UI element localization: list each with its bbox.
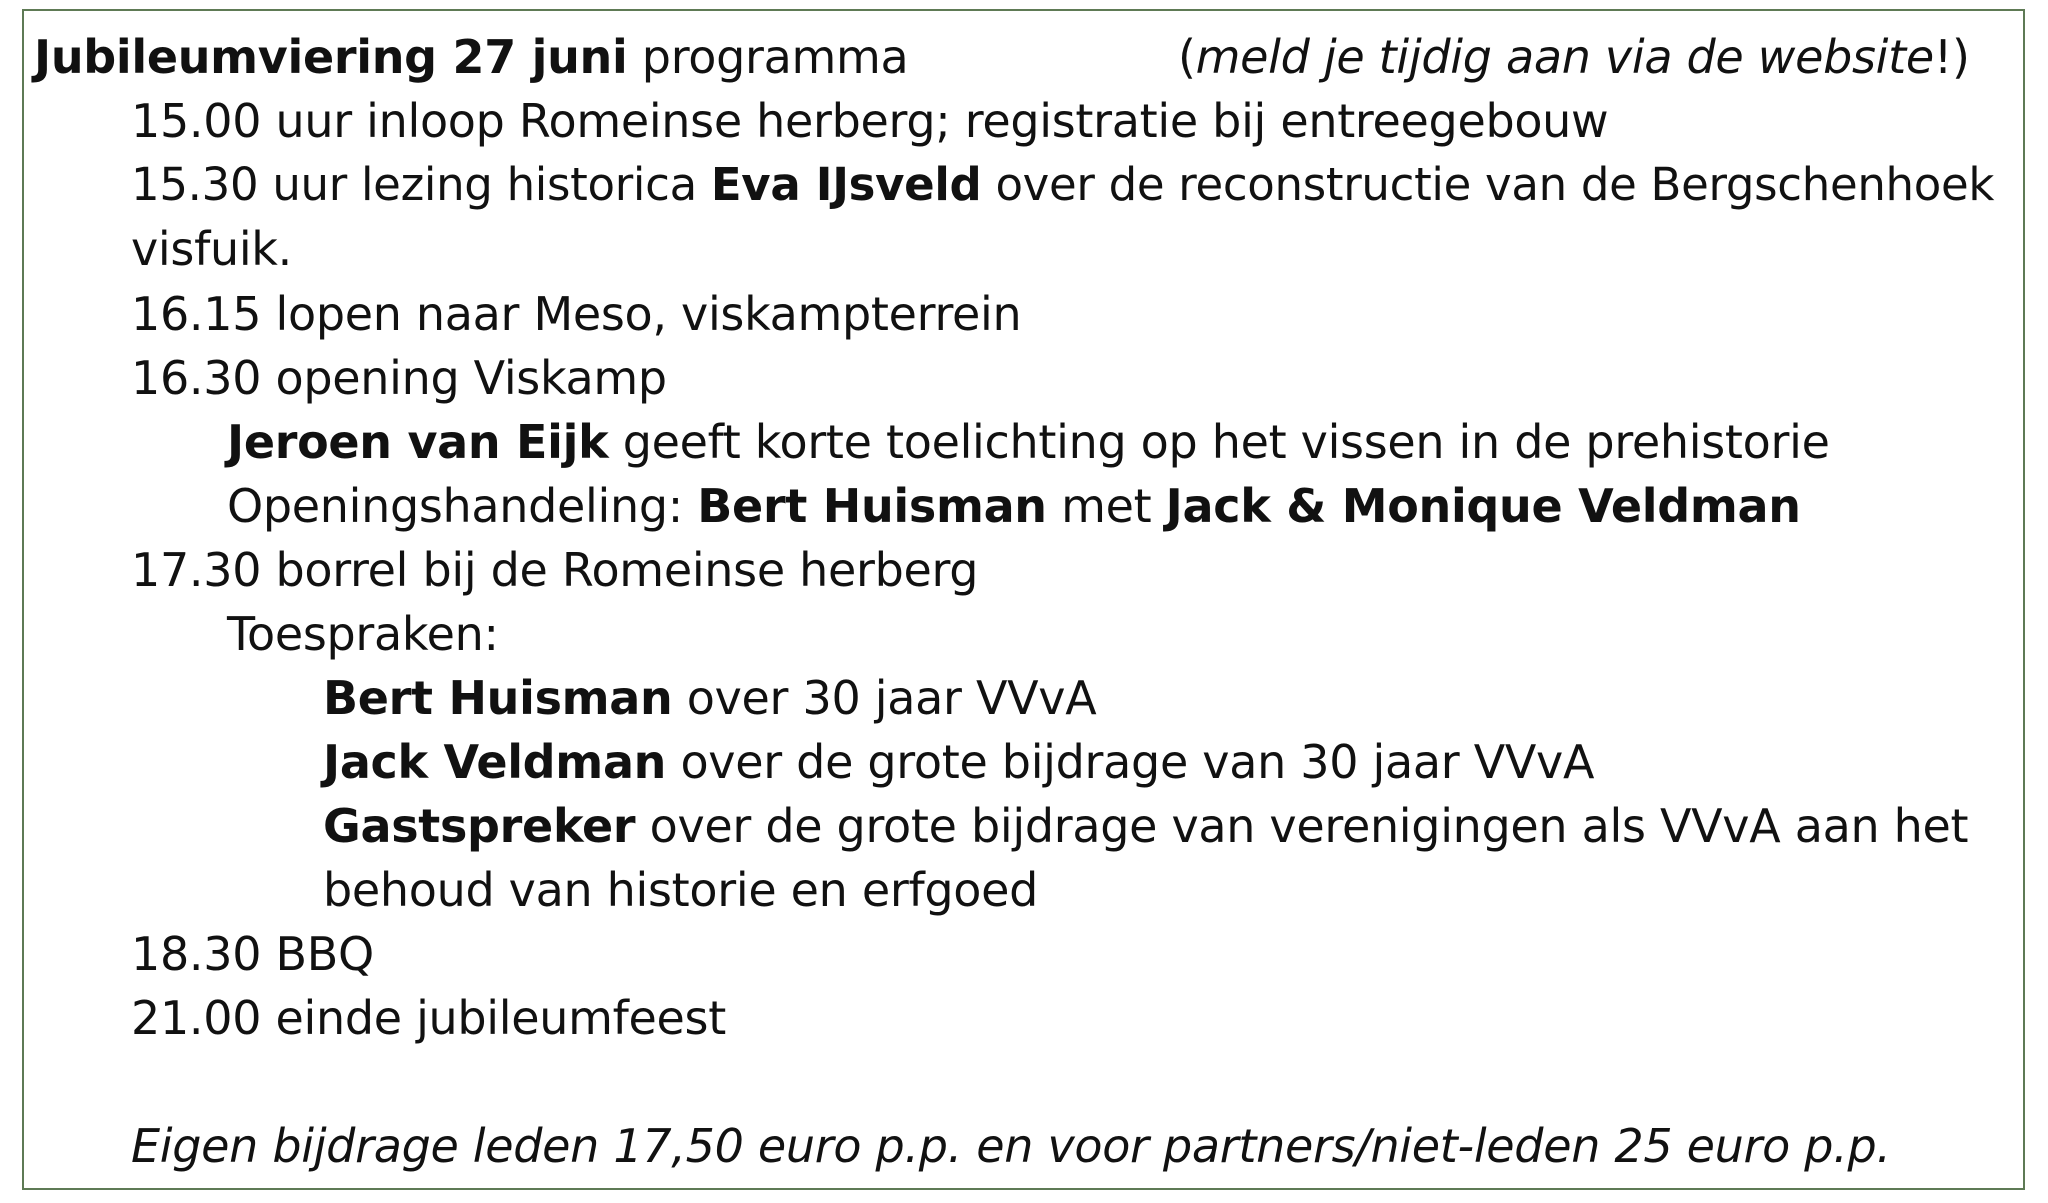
speaker-name-jeroen: Jeroen van Eijk [227, 415, 609, 469]
speech-guest-rest: over de grote bijdrage van verenigingen als VVvA aan het [635, 799, 1969, 853]
title-bold: Jubileumviering 27 juni [34, 30, 628, 84]
program-item-1500: 15.00 uur inloop Romeinse herberg; registratie bij entreegebouw [131, 94, 1609, 148]
program-subitem-opening [227, 474, 1801, 538]
program-item-1530 [131, 153, 1994, 217]
sub1-rest: geeft korte toelichting op het vissen in de prehistorie [608, 415, 1830, 469]
program-title [34, 25, 908, 89]
program-item-1830: 18.30 BBQ [131, 927, 374, 981]
program-card [22, 9, 2025, 1190]
registration-note [1178, 25, 1970, 89]
speech-jack [323, 730, 1594, 794]
contribution-note: Eigen bijdrage leden 17,50 euro p.p. en voor partners/niet-leden 25 euro p.p. [131, 1119, 1891, 1173]
note-close: !) [1933, 30, 1970, 84]
note-open: ( [1178, 30, 1196, 84]
program-item-1730: 17.30 borrel bij de Romeinse herberg [131, 543, 979, 597]
program-item-2100: 21.00 einde jubileumfeest [131, 991, 726, 1045]
speech-jack-name: Jack Veldman [323, 735, 667, 789]
program-subitem-toelichting [227, 410, 1830, 474]
speech-bert [323, 666, 1096, 730]
program-item-1630: 16.30 opening Viskamp [131, 351, 667, 405]
speech-jack-rest: over de grote bijdrage van 30 jaar VVvA [666, 735, 1595, 789]
title-rest: programma [627, 30, 909, 84]
speech-guest [323, 794, 1968, 858]
item-1530-post: over de reconstructie van de Bergschenhoek [981, 158, 1995, 211]
item-1530-pre: 15.30 uur lezing historica [131, 158, 711, 211]
speaker-name-eva: Eva IJsveld [710, 158, 982, 211]
speech-guest-name: Gastspreker [323, 799, 636, 853]
speech-bert-name: Bert Huisman [323, 671, 673, 725]
speaker-name-bert: Bert Huisman [697, 479, 1047, 533]
speaker-name-veldman: Jack & Monique Veldman [1165, 479, 1801, 533]
program-item-1530-cont: visfuik. [131, 222, 292, 276]
toespraken-heading: Toespraken: [227, 607, 499, 661]
sub2-pre: Openingshandeling: [227, 479, 698, 533]
speech-guest-cont: behoud van historie en erfgoed [323, 863, 1038, 917]
speech-bert-rest: over 30 jaar VVvA [672, 671, 1097, 725]
note-italic: meld je tijdig aan via de website [1195, 30, 1934, 84]
sub2-mid: met [1046, 479, 1166, 533]
program-item-1615: 16.15 lopen naar Meso, viskampterrein [131, 287, 1022, 341]
